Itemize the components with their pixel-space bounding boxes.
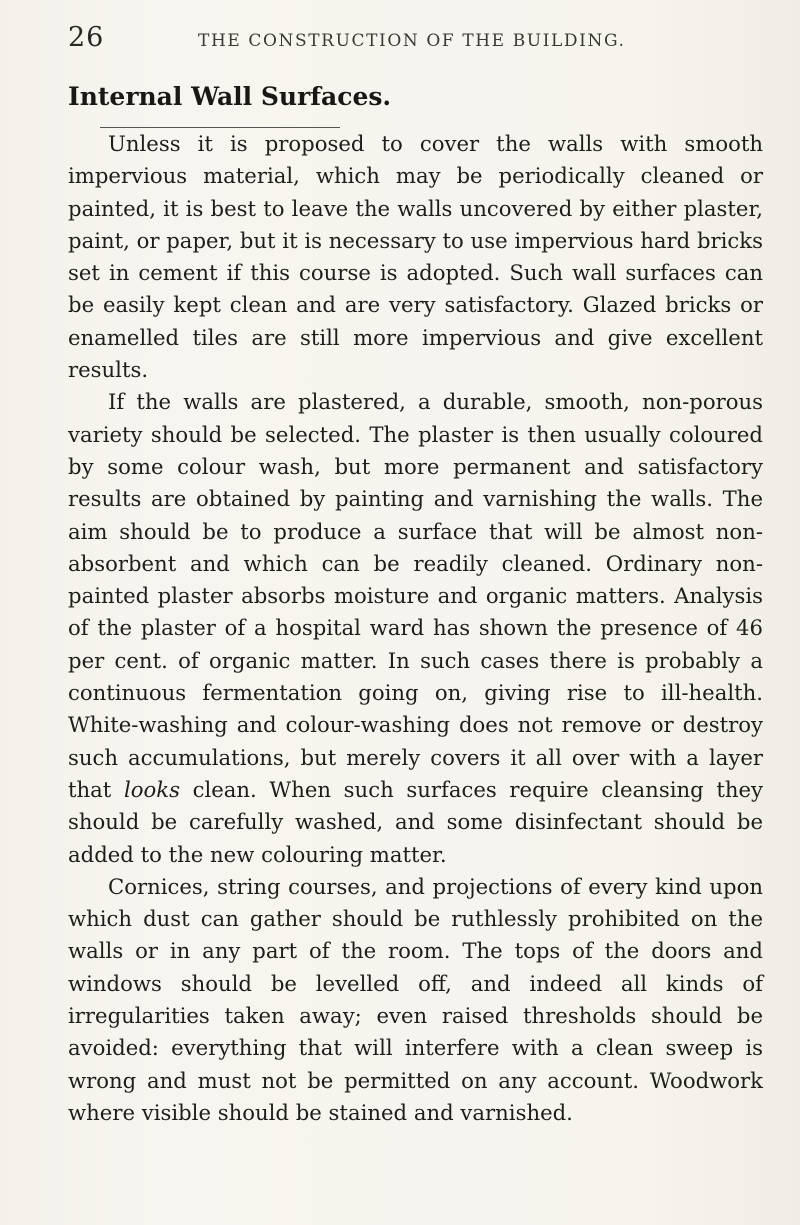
paragraph-2 bbox=[68, 386, 763, 870]
paragraph-1: Unless it is proposed to cover the walls with smooth impervious material, which may be periodically cleaned or painted, it is best to leave the walls uncovered by either plaster, paint, or paper, but it is necessary to use impervious hard bricks set in cement if this course is adopted. Such wall surfaces can be easily kept clean and are very satisfactory. Glazed bricks or enamelled tiles are still more impervious and give excellent results. bbox=[68, 131, 763, 383]
paragraph-2-part-2: clean. When such surfaces require cleansing they should be carefully washed, and some disinfectant should be added to the new colouring matter. bbox=[68, 776, 763, 867]
paragraph-3: Cornices, string courses, and projections of every kind upon which dust can gather should be ruthlessly prohibited on the walls or in any part of the room. The tops of the doors and windows should be levelled off, and indeed all kinds of irregularities taken away; even raised thresholds should be avoided: everything that will interfere with a clean sweep is wrong and must not be permitted on any account. Woodwork where visible should be stained and varnished. bbox=[68, 873, 763, 1125]
page-number: 26 bbox=[68, 22, 105, 53]
body-text bbox=[68, 128, 763, 1129]
paragraph-2-italic: looks bbox=[123, 776, 180, 802]
running-head: THE CONSTRUCTION OF THE BUILDING. bbox=[198, 31, 626, 51]
paragraph-2-part-1: If the walls are plastered, a durable, smooth, non-porous variety should be selected. The plaster is then usually coloured by some colour wash, but more permanent and satisfactory results are obtained by painting and varnishing the walls. The aim should be to produce a surface that will be almost non-absorbent and which can be readily cleaned. Ordinary non-painted plaster absorbs moisture and organic matters. Analysis of the plaster of a hospital ward has shown the presence of 46 per cent. of organic matter. In such cases there is probably a continuous fermentation going on, giving rise to ill-health. White-washing and colour-washing does not remove or destroy such accumulations, but merely covers it all over with a layer that bbox=[68, 389, 763, 802]
page-header bbox=[68, 22, 768, 62]
section-title: Internal Wall Surfaces. bbox=[68, 82, 392, 111]
